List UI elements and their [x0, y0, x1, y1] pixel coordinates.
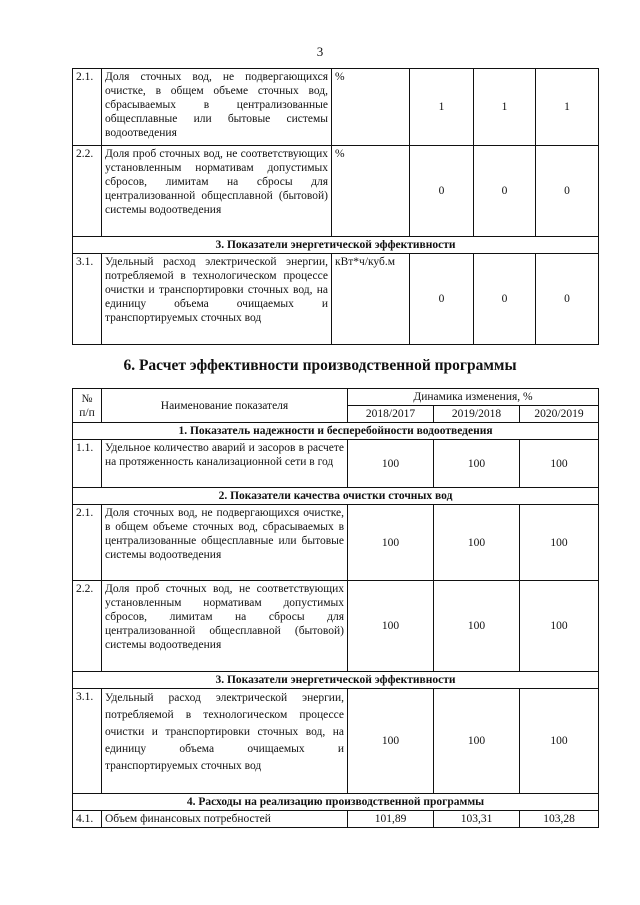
section-row: [73, 237, 599, 254]
value-cell: 101,89: [348, 811, 434, 828]
section-title: 1. Показатель надежности и бесперебойности водоотведения: [73, 423, 599, 440]
value-cell: 0: [536, 254, 599, 345]
value-cell: 0: [474, 146, 536, 237]
col-header-dynamics: Динамика изменения, %: [348, 389, 599, 406]
indicator-name: Объем финансовых потребностей: [102, 811, 348, 828]
indicator-name: Доля сточных вод, не подвергающихся очистке, в общем объеме сточных вод, сбрасываемых в централизованные общесплавные или бытовые системы водоотведения: [102, 69, 332, 146]
value-cell: 100: [520, 581, 599, 672]
value-cell: 100: [434, 581, 520, 672]
col-header-num: № п/п: [73, 389, 102, 423]
col-header-name: Наименование показателя: [102, 389, 348, 423]
value-cell: 0: [536, 146, 599, 237]
efficiency-table: [72, 388, 599, 828]
value-cell: 100: [520, 505, 599, 581]
indicator-name: Удельный расход электрической энергии, потребляемой в технологическом процессе очистки и транспортировки сточных вод, на единицу объема очищаемых и транспортируемых сточных вод: [102, 689, 348, 794]
row-number: 2.1.: [73, 69, 102, 146]
row-number: 2.2.: [73, 581, 102, 672]
row-number: 2.1.: [73, 505, 102, 581]
section-row: [73, 794, 599, 811]
value-cell: 103,28: [520, 811, 599, 828]
section-title: 3. Показатели энергетической эффективности: [73, 237, 599, 254]
table-row: [73, 254, 599, 345]
value-cell: 100: [348, 440, 434, 488]
section-title: 2. Показатели качества очистки сточных вод: [73, 488, 599, 505]
row-number: 3.1.: [73, 254, 102, 345]
section-row: [73, 672, 599, 689]
value-cell: 103,31: [434, 811, 520, 828]
value-cell: 1: [536, 69, 599, 146]
row-number: 3.1.: [73, 689, 102, 794]
value-cell: 1: [474, 69, 536, 146]
indicator-name: Удельное количество аварий и засоров в расчете на протяженность канализационной сети в год: [102, 440, 348, 488]
row-number: 4.1.: [73, 811, 102, 828]
indicator-name: Доля проб сточных вод, не соответствующих установленным нормативам допустимых сбросов, лимитам на сбросы для централизованной общесплавной (бытовой) системы водоотведения: [102, 581, 348, 672]
value-cell: 100: [520, 689, 599, 794]
col-header-year: 2020/2019: [520, 406, 599, 423]
section-title: 4. Расходы на реализацию производственной программы: [73, 794, 599, 811]
row-number: 1.1.: [73, 440, 102, 488]
value-cell: 100: [520, 440, 599, 488]
page-number: 3: [316, 44, 324, 59]
row-number: 2.2.: [73, 146, 102, 237]
table-row: [73, 440, 599, 488]
table-row: [73, 69, 599, 146]
value-cell: 0: [474, 254, 536, 345]
header-row: [73, 389, 599, 406]
value-cell: 0: [410, 254, 474, 345]
value-cell: 0: [410, 146, 474, 237]
value-cell: 100: [348, 689, 434, 794]
section-row: [73, 423, 599, 440]
col-header-year: 2019/2018: [434, 406, 520, 423]
section-heading: 6. Расчет эффективности производственной программы: [123, 357, 517, 374]
indicators-table: [72, 68, 599, 345]
table-row: [73, 505, 599, 581]
value-cell: 100: [434, 440, 520, 488]
unit: %: [332, 146, 410, 237]
table-row: [73, 581, 599, 672]
value-cell: 100: [348, 505, 434, 581]
col-header-year: 2018/2017: [348, 406, 434, 423]
value-cell: 100: [348, 581, 434, 672]
unit: кВт*ч/куб.м: [332, 254, 410, 345]
indicator-name: Удельный расход электрической энергии, потребляемой в технологическом процессе очистки и транспортировки сточных вод, на единицу объема очищаемых и транспортируемых сточных вод: [102, 254, 332, 345]
section-title: 3. Показатели энергетической эффективности: [73, 672, 599, 689]
indicator-name: Доля сточных вод, не подвергающихся очистке, в общем объеме сточных вод, сбрасываемых в централизованные общесплавные или бытовые системы водоотведения: [102, 505, 348, 581]
table-row: [73, 689, 599, 794]
value-cell: 100: [434, 505, 520, 581]
indicator-name: Доля проб сточных вод, не соответствующих установленным нормативам допустимых сбросов, лимитам на сбросы для централизованной общесплавной (бытовой) системы водоотведения: [102, 146, 332, 237]
section-row: [73, 488, 599, 505]
value-cell: 100: [434, 689, 520, 794]
value-cell: 1: [410, 69, 474, 146]
unit: %: [332, 69, 410, 146]
table-row: [73, 146, 599, 237]
table-row: [73, 811, 599, 828]
